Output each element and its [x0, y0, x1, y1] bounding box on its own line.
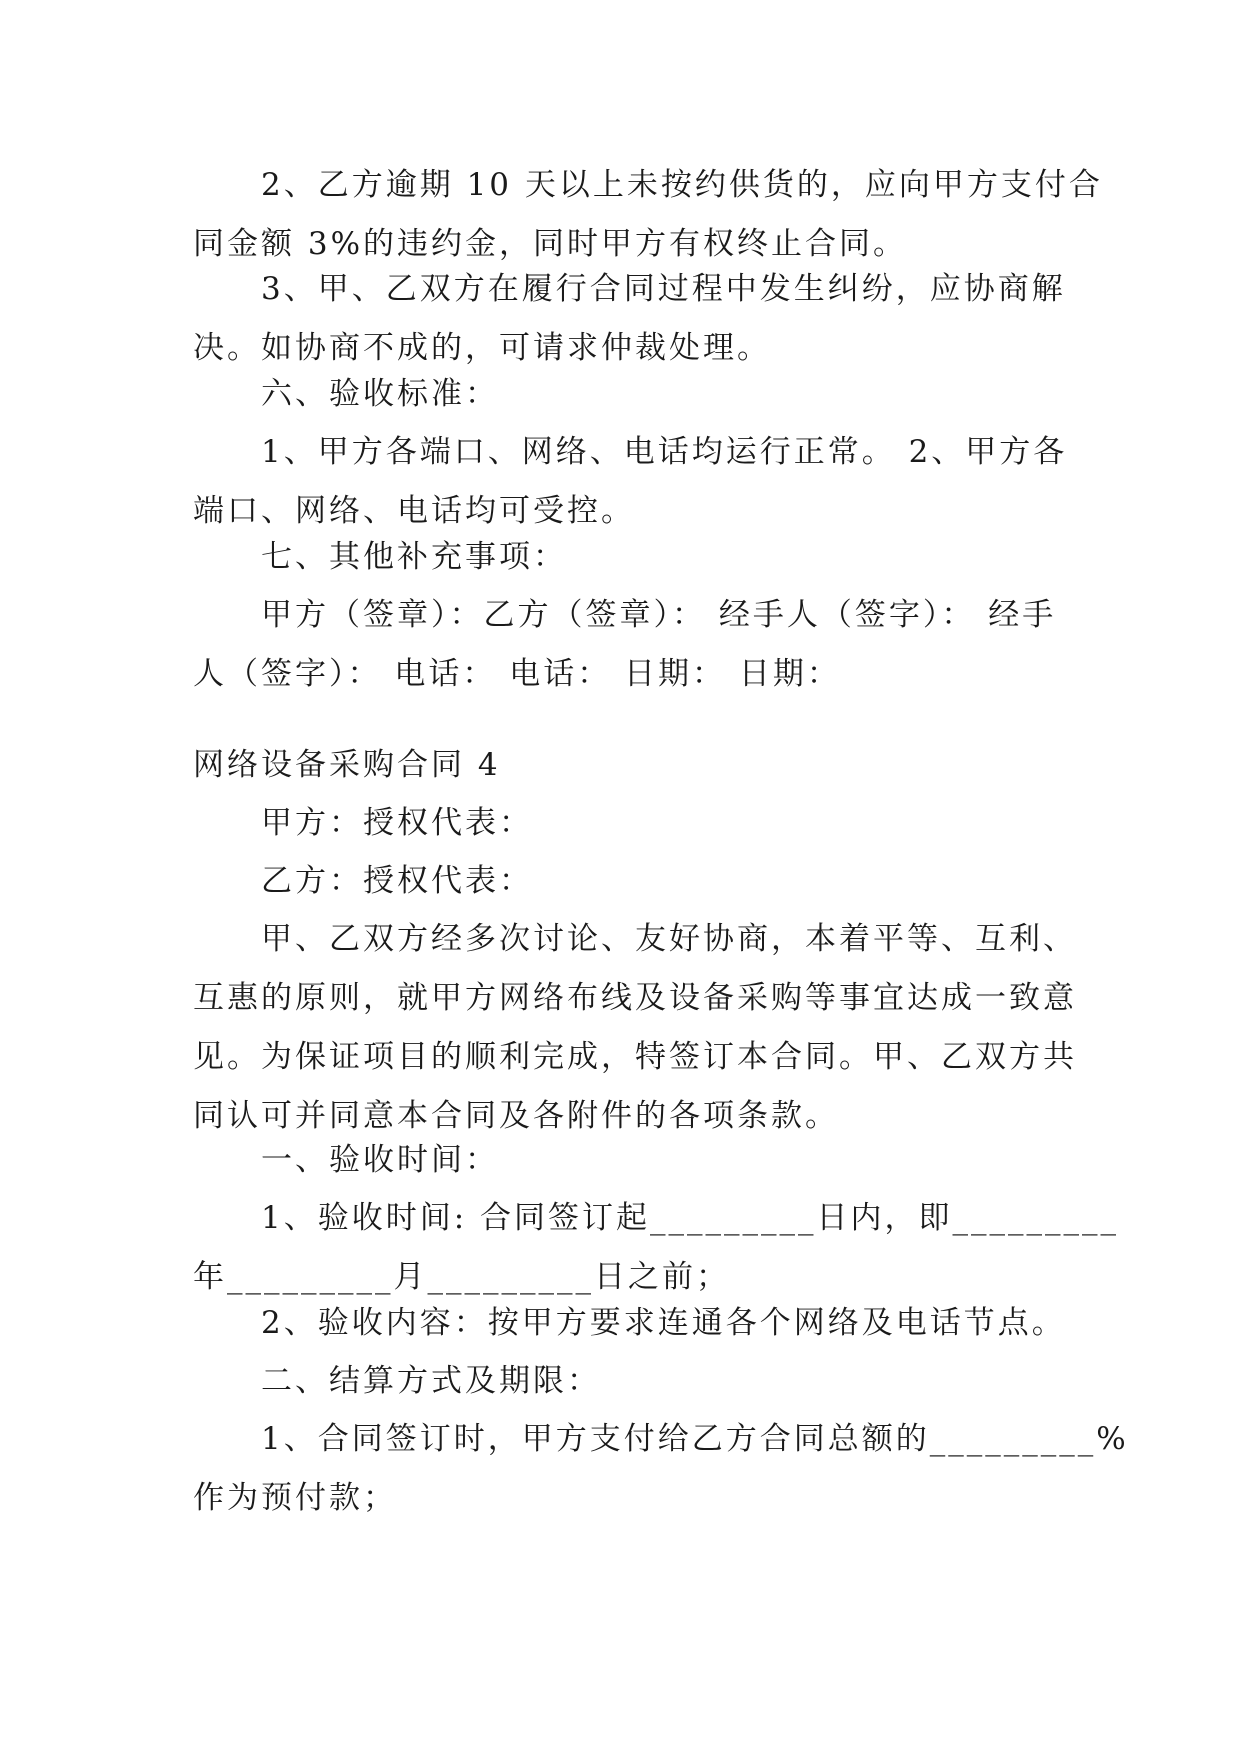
paragraph-line: 甲方：授权代表： — [193, 805, 533, 841]
paragraph-signatures — [193, 586, 1063, 704]
paragraph-line: 同金额 3%的违约金，同时甲方有权终止合同。 — [193, 226, 908, 262]
paragraph-line: 甲方（签章）：乙方（签章）： 经手人（签字）： 经手 — [193, 597, 1057, 633]
heading-settlement — [193, 1352, 1063, 1411]
paragraph-line: 人（签字）： 电话： 电话： 日期： 日期： — [193, 656, 841, 692]
paragraph-dispute-resolution — [193, 260, 1066, 378]
heading-other-matters — [193, 528, 1063, 587]
heading-acceptance-time — [193, 1131, 1063, 1190]
contract-title — [193, 736, 1063, 795]
paragraph-line: 乙方：授权代表： — [193, 863, 533, 899]
paragraph-preamble — [193, 910, 1077, 1146]
paragraph-line: 作为预付款； — [193, 1480, 397, 1516]
paragraph-acceptance-content — [193, 1294, 1066, 1353]
paragraph-line: 端口、网络、电话均可受控。 — [193, 493, 635, 529]
paragraph-line: 决。如协商不成的，可请求仲裁处理。 — [193, 330, 771, 366]
paragraph-line: 同认可并同意本合同及各附件的各项条款。 — [193, 1098, 839, 1134]
paragraph-line: 二、结算方式及期限： — [193, 1363, 601, 1399]
paragraph-line: 见。为保证项目的顺利完成，特签订本合同。甲、乙双方共 — [193, 1039, 1077, 1075]
paragraph-line: 1、甲方各端口、网络、电话均运行正常。 2、甲方各 — [193, 434, 1068, 470]
heading-acceptance-standard — [193, 365, 1063, 424]
paragraph-line: 网络设备采购合同 4 — [193, 747, 501, 783]
paragraph-acceptance-deadline — [193, 1189, 1120, 1307]
party-a-line — [193, 794, 1063, 853]
party-b-line — [193, 852, 1063, 911]
paragraph-line: 一、验收时间： — [193, 1142, 499, 1178]
paragraph-acceptance-items — [193, 423, 1068, 541]
paragraph-line: 甲、乙双方经多次讨论、友好协商，本着平等、互利、 — [193, 921, 1077, 957]
paragraph-line: 2、验收内容：按甲方要求连通各个网络及电话节点。 — [193, 1305, 1066, 1341]
paragraph-prepayment — [193, 1410, 1129, 1528]
paragraph-line: 六、验收标准： — [193, 376, 499, 412]
paragraph-line: 七、其他补充事项： — [193, 539, 567, 575]
paragraph-line: 年_________月_________日之前； — [193, 1259, 730, 1295]
paragraph-line: 互惠的原则，就甲方网络布线及设备采购等事宜达成一致意 — [193, 980, 1077, 1016]
paragraph-penalty-late-supply — [193, 156, 1103, 274]
paragraph-line: 1、合同签订时，甲方支付给乙方合同总额的_________% — [193, 1421, 1129, 1457]
paragraph-line: 3、甲、乙双方在履行合同过程中发生纠纷，应协商解 — [193, 271, 1066, 307]
paragraph-line: 2、乙方逾期 10 天以上未按约供货的，应向甲方支付合 — [193, 167, 1103, 203]
paragraph-line: 1、验收时间: 合同签订起_________日内，即_________ — [193, 1200, 1120, 1236]
